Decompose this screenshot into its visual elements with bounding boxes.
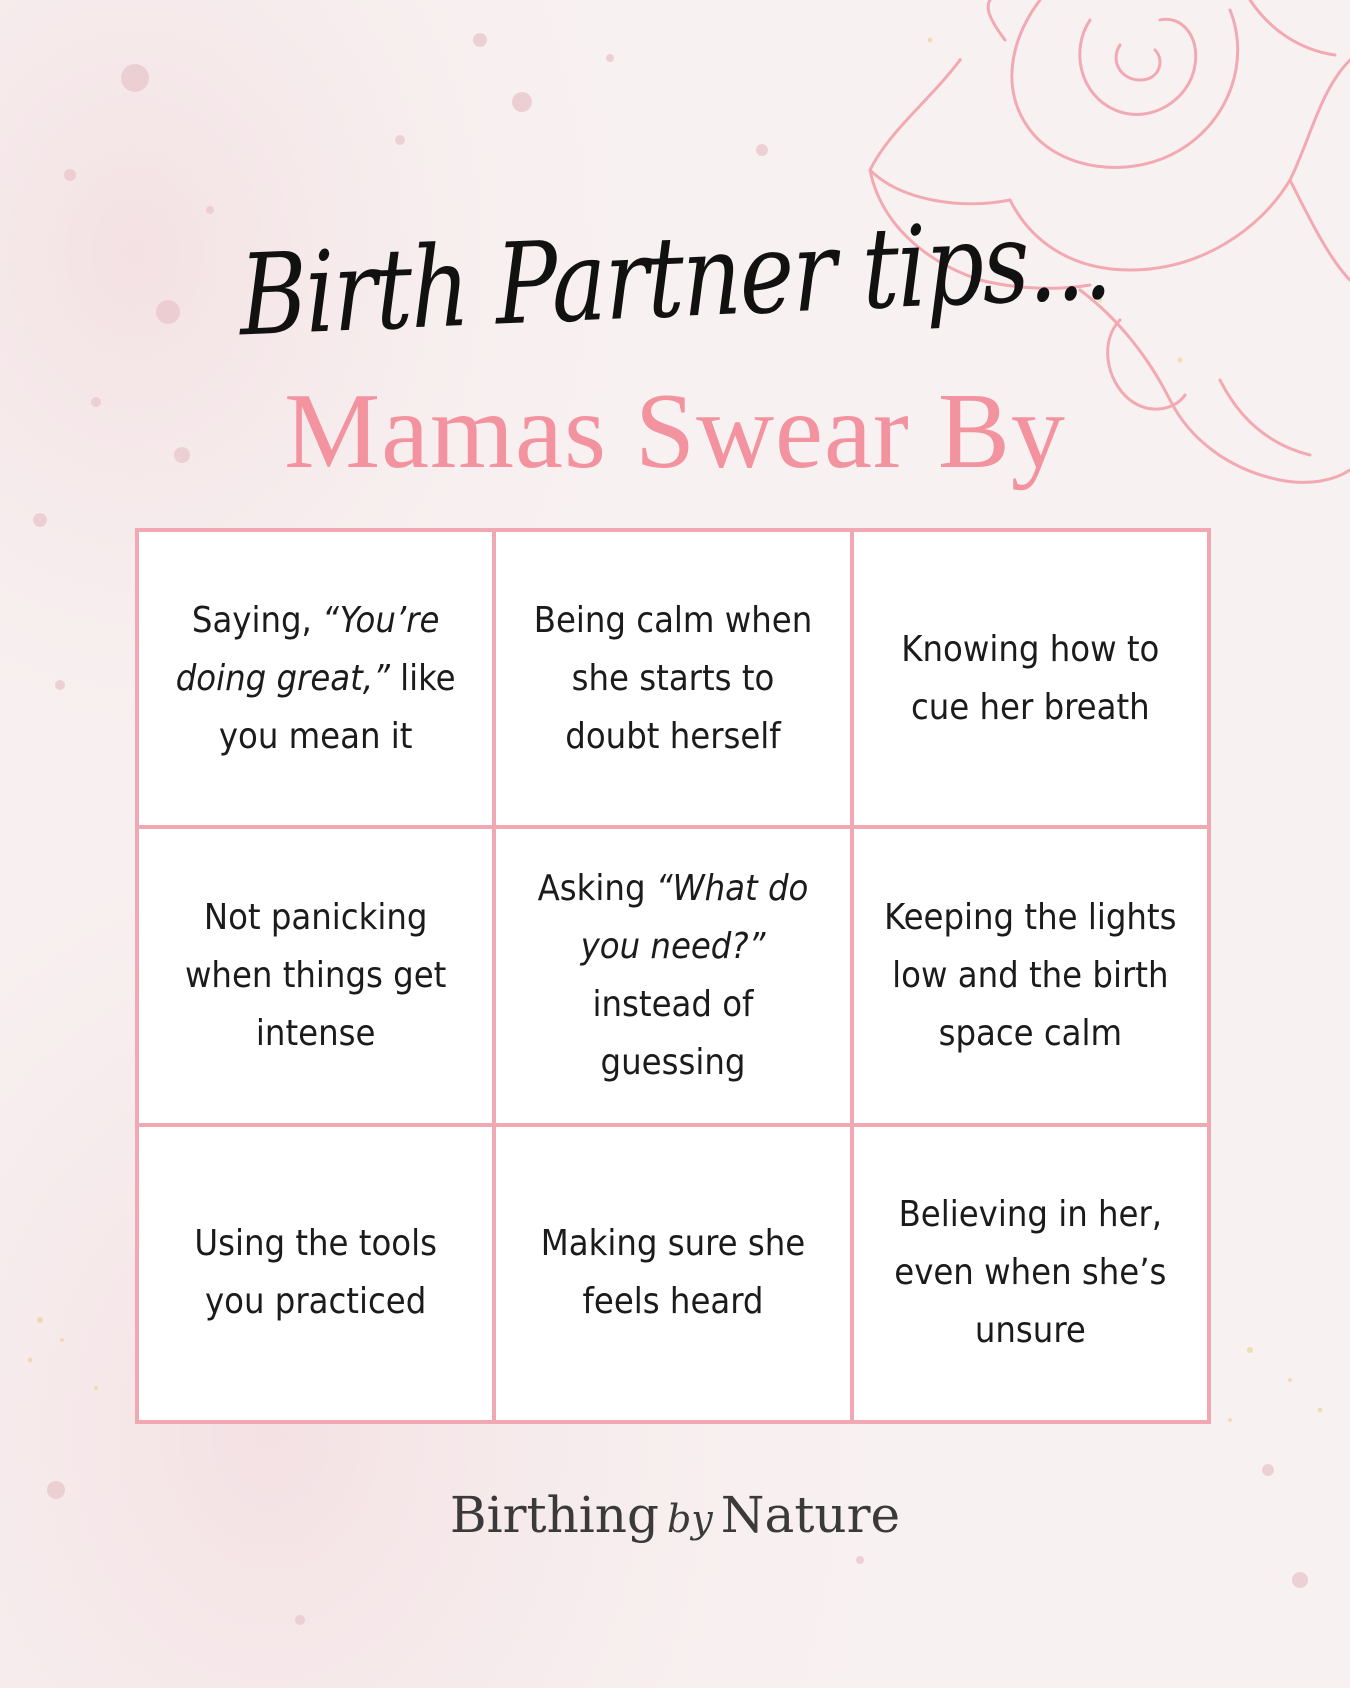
brand-last: Nature: [720, 1486, 901, 1544]
tip-cell: [139, 829, 492, 1122]
tip-text: Making sure she feels heard: [540, 1223, 806, 1323]
tip-cell: [139, 532, 492, 825]
title-script: Birth Partner tips...: [237, 194, 1113, 362]
tip-cell: [496, 1127, 849, 1420]
title-main: Mamas Swear By: [284, 372, 1066, 491]
tip-text: Keeping the lights low and the birth space calm: [884, 896, 1177, 1054]
tip-text: Not panicking when things get intense: [184, 896, 447, 1054]
tip-text: Believing in her, even when she’s unsure: [894, 1194, 1167, 1352]
tip-cell: [854, 1127, 1207, 1420]
tip-cell: [496, 532, 849, 825]
tip-cell: [854, 532, 1207, 825]
tip-cell: [139, 1127, 492, 1420]
tip-text: Knowing how to cue her breath: [901, 628, 1160, 728]
tips-grid: [135, 528, 1211, 1424]
tip-text: Saying, “You’re doing great,” like you mean it: [175, 599, 456, 757]
brand-by: by: [666, 1497, 713, 1541]
tip-text: Asking “What do you need?” instead of guessing: [537, 867, 809, 1083]
tip-cell: [496, 829, 849, 1122]
brand-logo: [0, 1486, 1350, 1544]
tip-text: Using the tools you practiced: [194, 1223, 437, 1323]
tip-text: Being calm when she starts to doubt herself: [533, 599, 813, 757]
tip-cell: [854, 829, 1207, 1122]
brand-first: Birthing: [449, 1486, 659, 1544]
